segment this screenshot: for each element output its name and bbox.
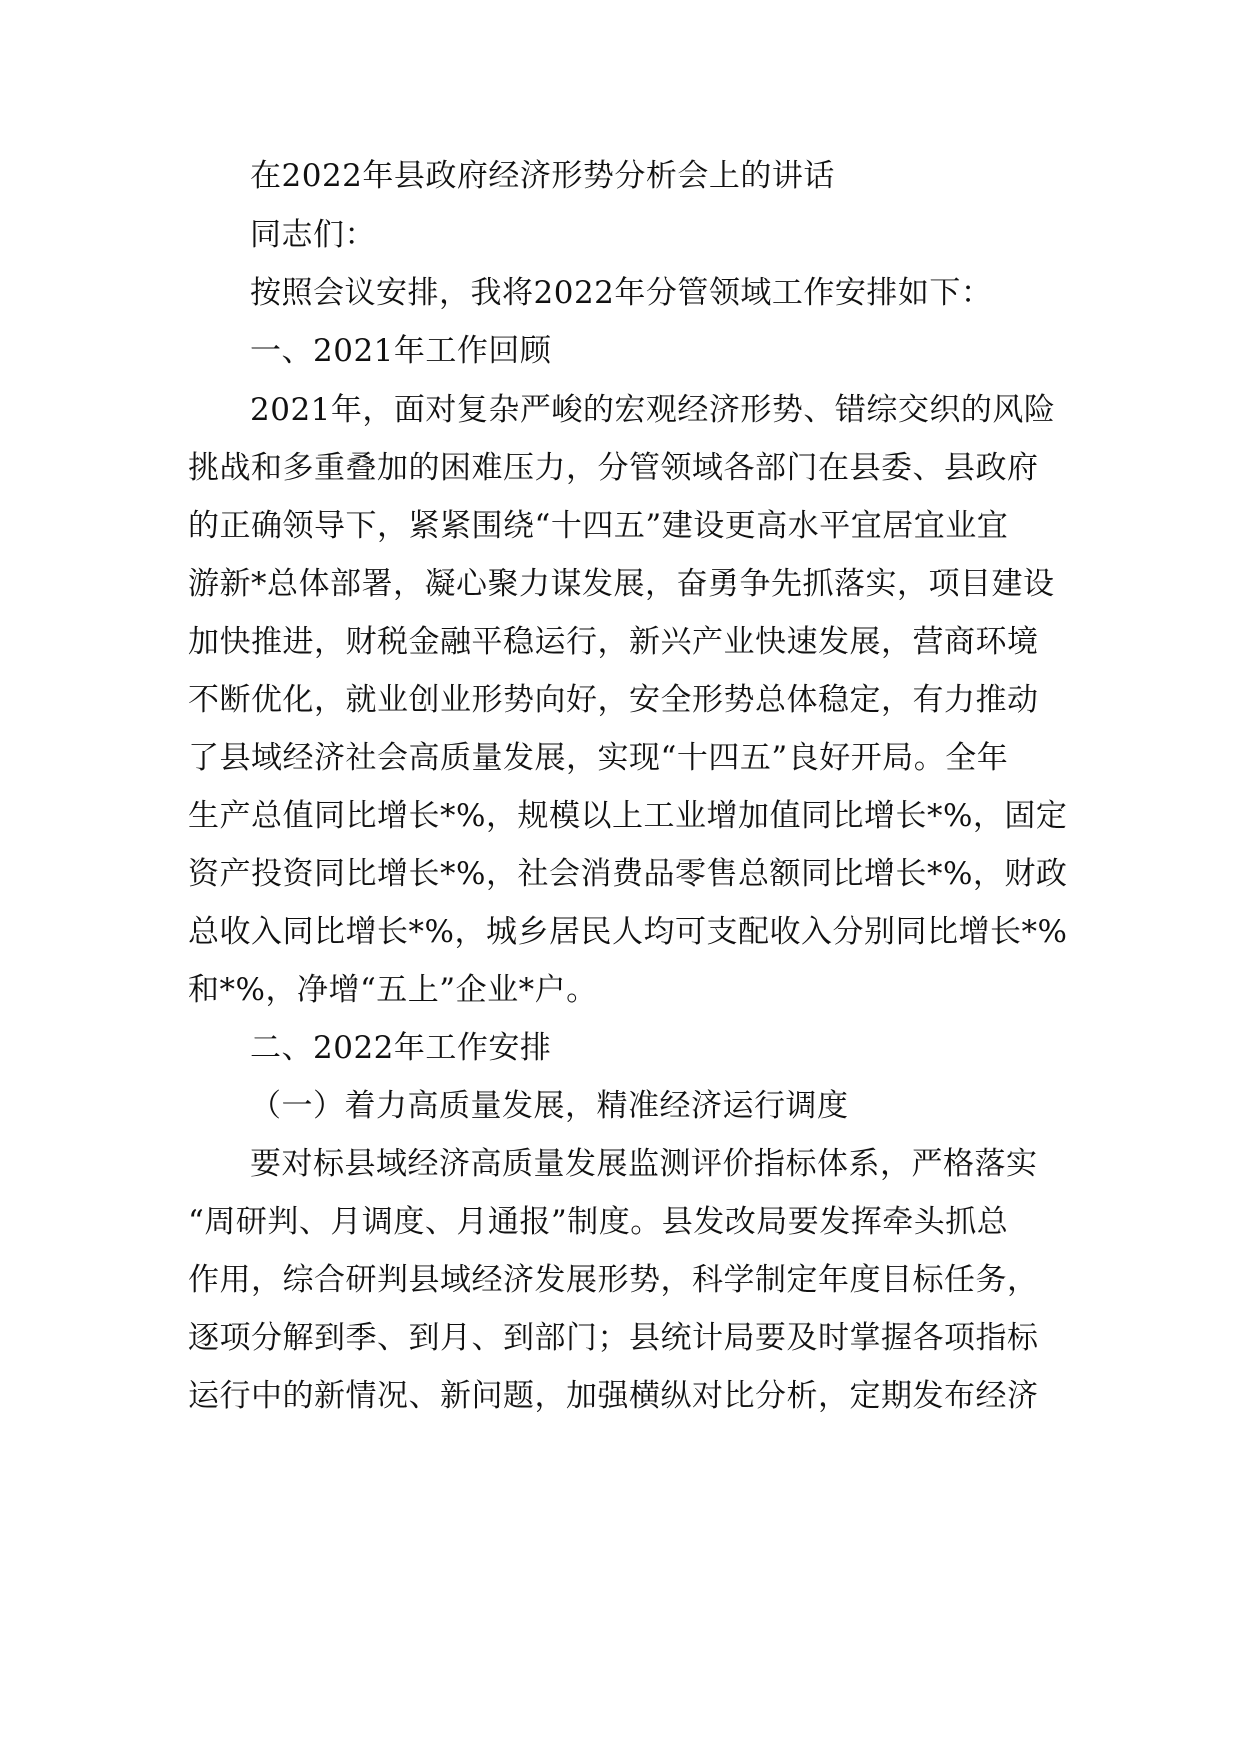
- section-1-paragraph-line: 游新*总体部署，凝心聚力谋发展，奋勇争先抓落实，项目建设: [188, 566, 1055, 602]
- section-1-paragraph-line: 不断优化，就业创业形势向好，安全形势总体稳定，有力推动: [188, 682, 1039, 718]
- section-1-paragraph-line: 生产总值同比增长*%，规模以上工业增加值同比增长*%，固定: [188, 798, 1068, 834]
- subsection-1-paragraph-line: 要对标县域经济高质量发展监测评价指标体系，严格落实: [250, 1146, 1038, 1182]
- section-2-heading: 二、2022年工作安排: [250, 1030, 552, 1066]
- intro-paragraph: 按照会议安排，我将2022年分管领域工作安排如下：: [250, 275, 993, 311]
- document-title: 在2022年县政府经济形势分析会上的讲话: [250, 158, 835, 194]
- section-1-paragraph-line: 和*%，净增“五上”企业*户。: [188, 972, 598, 1008]
- section-1-paragraph-line: 的正确领导下，紧紧围绕“十四五”建设更高水平宜居宜业宜: [188, 508, 1009, 544]
- salutation: 同志们：: [250, 217, 376, 253]
- subsection-1-paragraph-line: 作用，综合研判县域经济发展形势，科学制定年度目标任务，: [188, 1262, 1039, 1298]
- subsection-1-paragraph-line: “周研判、月调度、月通报”制度。县发改局要发挥牵头抓总: [188, 1204, 1009, 1240]
- section-1-paragraph-line: 2021年，面对复杂严峻的宏观经济形势、错综交织的风险: [250, 392, 1056, 428]
- section-1-paragraph-line: 挑战和多重叠加的困难压力，分管领域各部门在县委、县政府: [188, 450, 1039, 486]
- section-1-heading: 一、2021年工作回顾: [250, 333, 552, 369]
- section-1-paragraph-line: 总收入同比增长*%，城乡居民人均可支配收入分别同比增长*%: [188, 914, 1068, 950]
- subsection-1-paragraph-line: 逐项分解到季、到月、到部门；县统计局要及时掌握各项指标: [188, 1320, 1039, 1356]
- subsection-1-paragraph-line: 运行中的新情况、新问题，加强横纵对比分析，定期发布经济: [188, 1378, 1039, 1414]
- subsection-1-heading: （一）着力高质量发展，精准经济运行调度: [250, 1088, 849, 1124]
- section-1-paragraph-line: 资产投资同比增长*%，社会消费品零售总额同比增长*%，财政: [188, 856, 1068, 892]
- section-1-paragraph-line: 了县域经济社会高质量发展，实现“十四五”良好开局。全年: [188, 740, 1009, 776]
- section-1-paragraph-line: 加快推进，财税金融平稳运行，新兴产业快速发展，营商环境: [188, 624, 1039, 660]
